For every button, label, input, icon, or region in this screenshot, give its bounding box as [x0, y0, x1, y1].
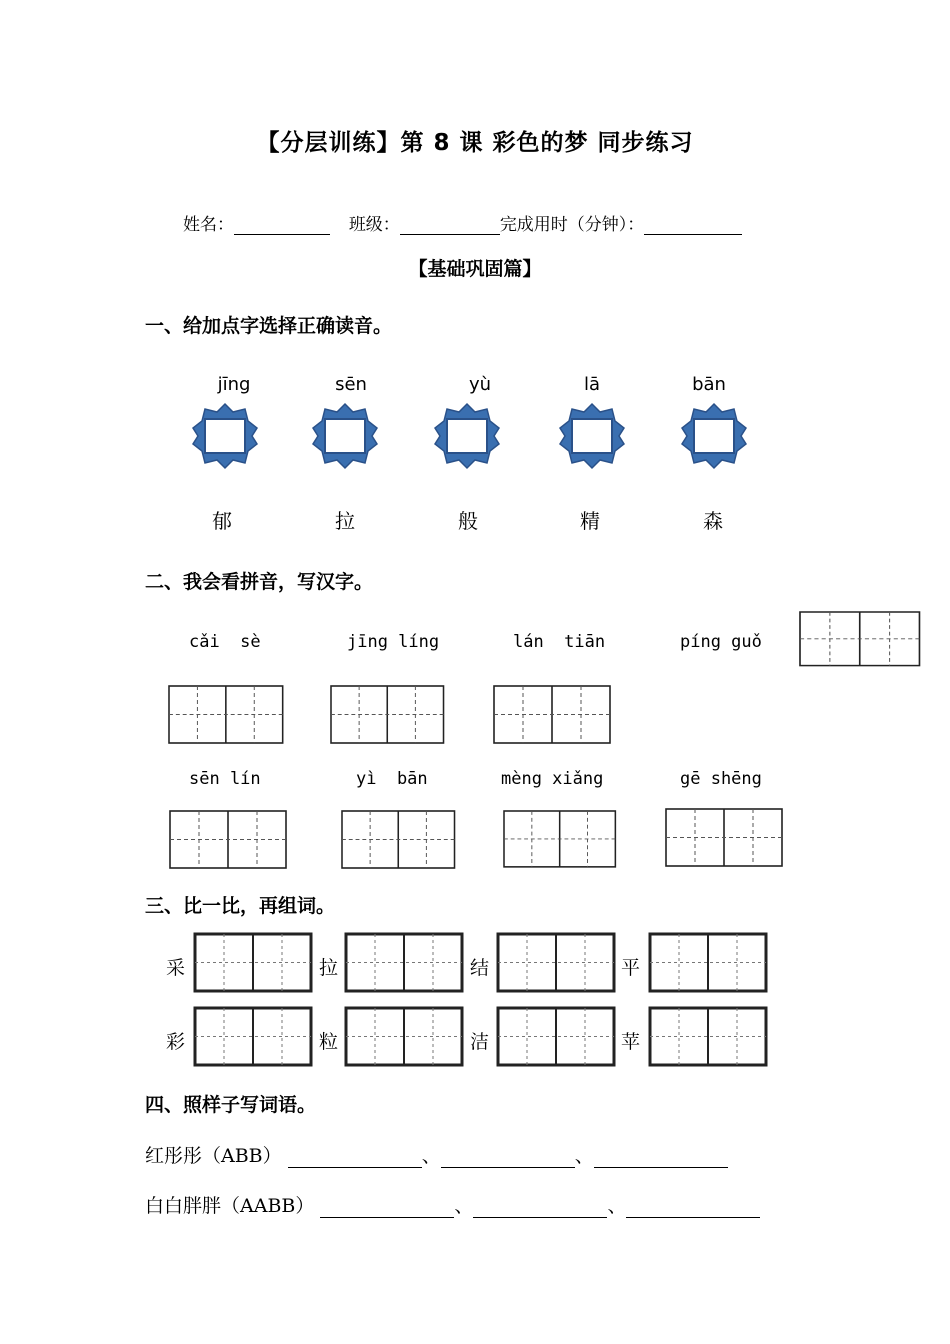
writing-grid[interactable]: [666, 809, 782, 866]
section3-heading: 三、比一比，再组词。: [145, 895, 336, 917]
compare-char: 采: [166, 957, 186, 979]
answer-line[interactable]: [473, 1197, 607, 1218]
answer-line[interactable]: [288, 1147, 422, 1168]
word-grid[interactable]: [498, 934, 614, 991]
pinyin-word: lán tiān: [513, 632, 606, 652]
time-label: 完成用时（分钟）：: [499, 215, 645, 235]
example-label: 白白胖胖（AABB）: [145, 1195, 315, 1217]
section4-heading: 四、照样子写词语。: [145, 1094, 317, 1116]
word-grid[interactable]: [498, 1008, 614, 1065]
compare-char: 苹: [621, 1031, 641, 1053]
word-grid[interactable]: [650, 934, 766, 991]
word-grid[interactable]: [650, 1008, 766, 1065]
pinyin-word: sēn lín: [189, 769, 261, 789]
character: 郁: [212, 509, 232, 533]
compare-char: 拉: [319, 957, 339, 979]
writing-grid[interactable]: [504, 811, 615, 867]
writing-grid[interactable]: [331, 686, 444, 743]
writing-grid[interactable]: [169, 686, 283, 743]
section-subtitle: 【基础巩固篇】: [408, 258, 542, 280]
pinyin-word: mèng xiǎng: [501, 769, 604, 789]
writing-grid[interactable]: [342, 811, 455, 868]
pinyin-option: sēn: [335, 374, 367, 395]
pinyin-word: cǎi sè: [189, 632, 261, 652]
character: 拉: [335, 509, 355, 533]
answer-line[interactable]: [594, 1147, 728, 1168]
pinyin-word: yì bān: [356, 769, 428, 789]
pinyin-word: jīng líng: [347, 632, 440, 652]
pinyin-option: lā: [583, 374, 601, 395]
example-row-abb: [145, 1141, 728, 1168]
compare-char: 彩: [166, 1031, 186, 1053]
answer-line[interactable]: [626, 1197, 760, 1218]
word-grid[interactable]: [346, 934, 462, 991]
character: 森: [703, 509, 723, 533]
writing-grid[interactable]: [494, 686, 610, 743]
section1-heading: 一、给加点字选择正确读音。: [145, 315, 393, 337]
character: 精: [580, 509, 600, 533]
compare-char: 洁: [470, 1031, 490, 1053]
word-grid[interactable]: [346, 1008, 462, 1065]
compare-char: 平: [621, 957, 641, 979]
pinyin-word: gē shēng: [680, 769, 762, 789]
pinyin-option: jīng: [217, 374, 251, 395]
example-row-aabb: [145, 1191, 760, 1218]
compare-char: 粒: [319, 1031, 339, 1053]
page-title: 【分层训练】第 8 课 彩色的梦 同步练习: [256, 130, 694, 156]
character: 般: [458, 509, 478, 533]
name-label: 姓名：: [183, 215, 234, 235]
separator: 、: [574, 1145, 594, 1167]
answer-line[interactable]: [320, 1197, 454, 1218]
answer-line[interactable]: [441, 1147, 575, 1168]
separator: 、: [607, 1195, 627, 1217]
pinyin-option: yù: [468, 374, 492, 395]
pinyin-word: píng guǒ: [680, 632, 762, 652]
separator: 、: [454, 1195, 474, 1217]
word-grid[interactable]: [195, 934, 311, 991]
section2-heading: 二、我会看拼音，写汉字。: [145, 571, 374, 593]
class-label: 班级：: [348, 215, 400, 235]
writing-grid[interactable]: [800, 612, 919, 666]
separator: 、: [421, 1145, 441, 1167]
example-label: 红彤彤（ABB）: [145, 1145, 282, 1167]
word-grid[interactable]: [195, 1008, 311, 1065]
writing-grid[interactable]: [170, 811, 286, 868]
pinyin-option: bān: [692, 374, 726, 395]
compare-char: 结: [470, 957, 490, 979]
